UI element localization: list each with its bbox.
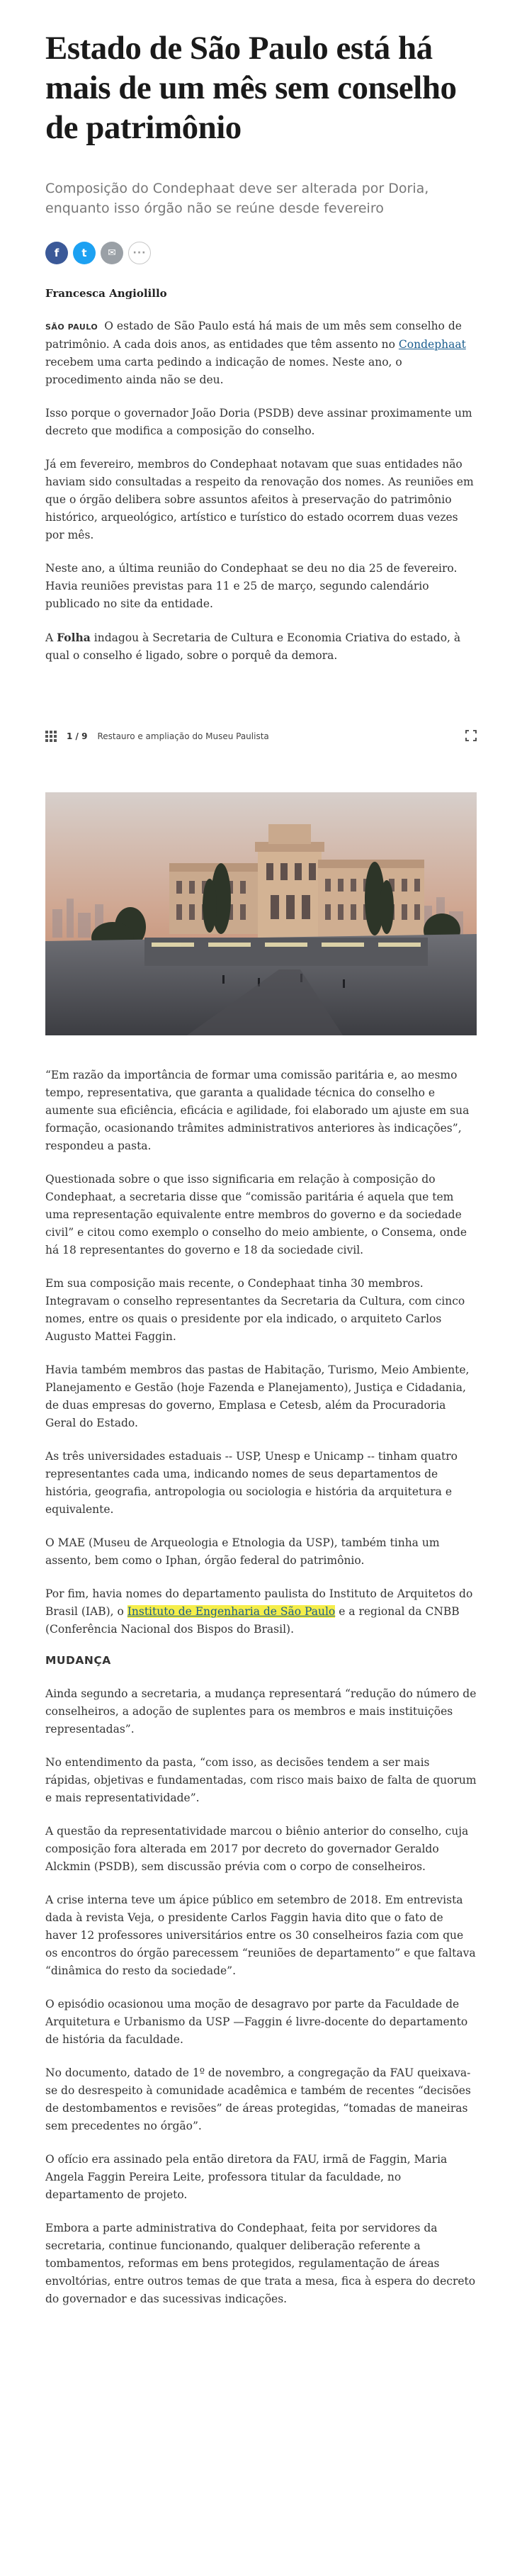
paragraph-bold: Folha bbox=[57, 631, 91, 644]
paragraph: Havia também membros das pastas de Habitação, Turismo, Meio Ambiente, Planejamento e Gestão (hoje Fazenda e Planejamento), Justiça e Cidadania, de duas empresas do governo, Emplasa e Cetesb, além da Procuradoria Geral do Estado. bbox=[45, 1363, 470, 1429]
section-heading: MUDANÇA bbox=[45, 1654, 111, 1667]
paragraph bbox=[45, 629, 477, 665]
more-icon[interactable]: ··· bbox=[128, 242, 151, 264]
subtitle: Composição do Condephaat deve ser alterada por Doria, enquanto isso órgão não se reúne desde fevereiro bbox=[45, 181, 429, 216]
facebook-icon[interactable]: f bbox=[45, 242, 68, 264]
paragraph: “Em razão da importância de formar uma comissão paritária e, ao mesmo tempo, representativa, que garanta a qualidade técnica do conselho e aumente sua eficiência, eficácia e agilidade, foi elaborado um ajuste em sua formação, ocasionando trâmites administrativos anteriores às indicações”, respondeu a pasta. bbox=[45, 1069, 470, 1152]
condephaat-link[interactable]: Condephaat bbox=[398, 338, 466, 351]
paragraph: As três universidades estaduais -- USP, Unesp e Unicamp -- tinham quatro representantes cada uma, indicando nomes de seus departamentos de história, geografia, antropologia ou sociologia e história da arquitetura e equivalente. bbox=[45, 1450, 458, 1516]
paragraph: Neste ano, a última reunião do Condephaat se deu no dia 25 de fevereiro. Havia reuniões previstas para 11 e 25 de março, segundo calendário publicado no site da entidade. bbox=[45, 562, 458, 610]
paragraph: No entendimento da pasta, “com isso, as decisões tendem a ser mais rápidas, objetivas e fundamentadas, com risco mais baixo de falta de quorum e mais representatividade”. bbox=[45, 1756, 477, 1804]
paragraph-text: recebem uma carta pedindo a indicação de nomes. Neste ano, o procedimento ainda não se deu. bbox=[45, 356, 402, 386]
dateline: SÃO PAULO bbox=[45, 322, 98, 332]
paragraph: O ofício era assinado pela então diretora da FAU, irmã de Faggin, Maria Angela Faggin Pereira Leite, professora titular da faculdade, no departamento de projeto. bbox=[45, 2153, 448, 2201]
email-icon[interactable]: ✉ bbox=[101, 242, 123, 264]
paragraph: O MAE (Museu de Arqueologia e Etnologia da USP), também tinha um assento, bem como o Iphan, órgão federal do patrimônio. bbox=[45, 1536, 440, 1567]
grid-icon[interactable] bbox=[45, 731, 57, 742]
paragraph: Em sua composição mais recente, o Condephaat tinha 30 membros. Integravam o conselho representantes da Secretaria da Cultura, com cinco nomes, entre os quais o presidente por ela indicado, o arquiteto Carlos Augusto Mattei Faggin. bbox=[45, 1277, 465, 1343]
author-name: Francesca Angiolillo bbox=[45, 287, 167, 300]
paragraph bbox=[45, 317, 477, 389]
twitter-icon[interactable]: t bbox=[73, 242, 96, 264]
article-body-bottom bbox=[45, 1067, 477, 2324]
article-body-top bbox=[45, 317, 477, 680]
paragraph: O episódio ocasionou uma moção de desagravo por parte da Faculdade de Arquitetura e Urbanismo da USP —Faggin é livre-docente do departamento de história da faculdade. bbox=[45, 1998, 468, 2046]
paragraph: A questão da representatividade marcou o biênio anterior do conselho, cuja composição fora alterada em 2017 por decreto do governador Geraldo Alckmin (PSDB), sem discussão prévia com o corpo de conselheiros. bbox=[45, 1825, 469, 1873]
paragraph bbox=[45, 1585, 477, 1638]
museum-illustration bbox=[45, 792, 477, 1035]
paragraph-text: O estado de São Paulo está há mais de um mês sem conselho de patrimônio. A cada dois anos, as entidades que têm assento no bbox=[45, 320, 462, 351]
paragraph: Ainda segundo a secretaria, a mudança representará “redução do número de conselheiros, a adoção de suplentes para os membros e mais instituições representadas”. bbox=[45, 1687, 477, 1736]
museum-photo[interactable] bbox=[45, 792, 477, 1035]
paragraph-text: indagou à Secretaria de Cultura e Economia Criativa do estado, à qual o conselho é ligado, sobre o porquê da demora. bbox=[45, 631, 461, 662]
paragraph-text: A bbox=[45, 631, 54, 644]
share-bar bbox=[45, 242, 477, 264]
gallery-counter: 1 / 9 bbox=[67, 731, 88, 741]
paragraph: Questionada sobre o que isso significaria em relação à composição do Condephaat, a secretaria disse que “comissão paritária é aquela que tem uma representação equivalente entre membros do governo e da sociedade civil” e citou como exemplo o conselho do meio ambiente, o Consema, onde há 18 representantes do governo e 18 da sociedade civil. bbox=[45, 1173, 467, 1256]
paragraph-text: e a regional da CNBB (Conferência Nacional dos Bispos do Brasil). bbox=[45, 1605, 460, 1636]
paragraph-text: Por fim, havia nomes do departamento paulista do Instituto de Arquitetos do Brasil (IAB), o bbox=[45, 1587, 473, 1618]
paragraph: A crise interna teve um ápice público em setembro de 2018. Em entrevista dada à revista Veja, o presidente Carlos Faggin havia dito que o fato de haver 12 professores universitários entre os 30 conselheiros fazia com que os encontros do órgão parecessem “reuniões de departamento” e que faltava “dinâmica do resto da sociedade”. bbox=[45, 1894, 476, 1977]
headline: Estado de São Paulo está há mais de um mês sem conselho de patrimônio bbox=[45, 30, 457, 146]
paragraph: Embora a parte administrativa do Condephaat, feita por servidores da secretaria, continue funcionando, qualquer deliberação referente a tombamentos, reformas em bens protegidos, regulamentação de áreas envoltórias, entre outros temas de que trata a mesa, fica à espera do decreto do governador e das sucessivas indicações. bbox=[45, 2222, 476, 2305]
gallery-bar bbox=[45, 727, 477, 746]
gallery-caption: Restauro e ampliação do Museu Paulista bbox=[97, 731, 269, 741]
paragraph: No documento, datado de 1º de novembro, a congregação da FAU queixava-se do desrespeito à comunidade acadêmica e também de recentes “decisões de destombamentos e revisões” de áreas protegidas, “tomadas de maneiras sem precedentes no órgão”. bbox=[45, 2066, 471, 2132]
expand-icon[interactable] bbox=[465, 730, 477, 741]
paragraph: Isso porque o governador João Doria (PSDB) deve assinar proximamente um decreto que modifica a composição do conselho. bbox=[45, 407, 472, 437]
instituto-engenharia-link[interactable]: Instituto de Engenharia de São Paulo bbox=[127, 1605, 336, 1618]
paragraph: Já em fevereiro, membros do Condephaat notavam que suas entidades não haviam sido consultadas a respeito da renovação dos nomes. As reuniões em que o órgão delibera sobre assuntos afeitos à preservação do patrimônio histórico, arqueológico, artístico e turístico do estado ocorrem duas vezes por mês. bbox=[45, 458, 474, 541]
